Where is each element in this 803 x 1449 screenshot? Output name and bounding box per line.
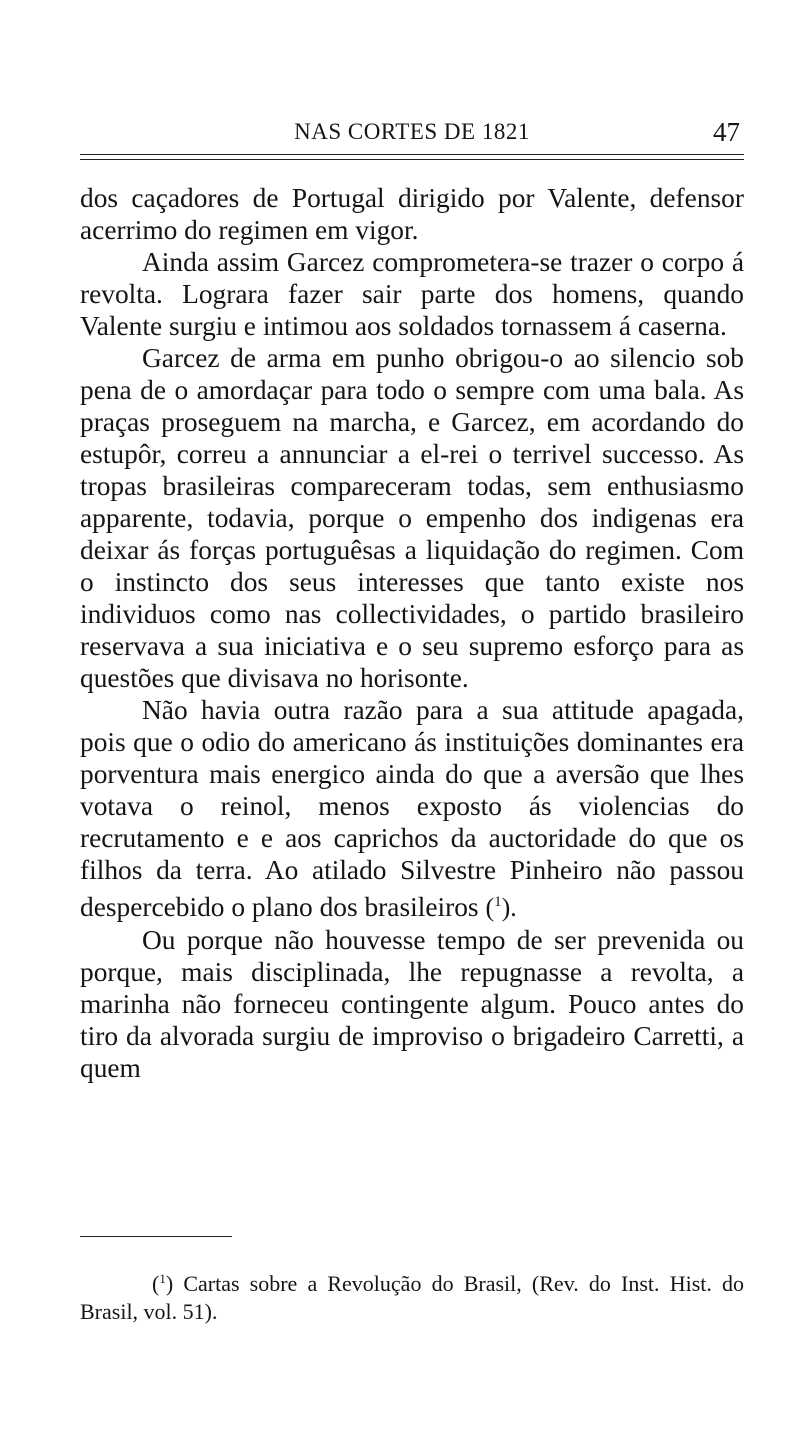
page-number: 47 xyxy=(713,117,740,147)
footnote xyxy=(80,1265,744,1326)
footnote-reference: ($^1$). xyxy=(485,893,517,922)
footnote-rule xyxy=(80,1236,232,1237)
header-rule-bottom xyxy=(80,159,744,160)
paragraph: Ainda assim Garcez comprometera-se trazer o corpo á revolta. Lograra fazer sair parte dos homens, quando Valente surgiu e intimou aos soldados tornassem á caserna. xyxy=(80,247,744,341)
paragraph xyxy=(80,694,744,924)
footnote-marker: ($^1$) xyxy=(152,1271,174,1296)
body-text xyxy=(80,182,744,1084)
header-rule-top xyxy=(80,154,744,155)
page-header xyxy=(80,112,744,152)
paragraph: Ou porque não houvesse tempo de ser prevenida ou porque, mais disciplinada, lhe repugnasse a revolta, a marinha não forneceu contingente algum. Pouco antes do tiro da alvorada surgiu de improviso o brigadeiro Carretti, a quem xyxy=(80,925,744,1083)
footnote-text: Cartas sobre a Revolução do Brasil, (Rev. do Inst. Hist. do Brasil, vol. 51). xyxy=(80,1271,745,1324)
paragraph: dos caçadores de Portugal dirigido por Valente, defensor acerrimo do regimen em vigor. xyxy=(80,183,744,245)
paragraph-text: Não havia outra razão para a sua attitude apagada, pois que o odio do americano ás instituições dominantes era porventura mais energico ainda do que a aversão que lhes votava o reinol, menos exposto ás violencias do recrutamento e e aos caprichos da auctoridade do que os filhos da terra. Ao atilado Silvestre Pinheiro não passou despercebido o plano dos brasileiros xyxy=(80,695,744,922)
paragraph: Garcez de arma em punho obrigou-o ao silencio sob pena de o amordaçar para todo o sempre com uma bala. As praças proseguem na marcha, e Garcez, em acordando do estupôr, correu a annunciar a el-rei o terrivel successo. As tropas brasileiras compareceram todas, sem enthusiasmo apparente, todavia, porque o empenho dos indigenas era deixar ás forças portuguêsas a liquidação do regimen. Com o instincto dos seus interesses que tanto existe nos individuos como nas collectividades, o partido brasileiro reservava a sua iniciativa e o seu supremo esforço para as questões que divisava no horisonte. xyxy=(80,343,744,693)
running-title: NAS CORTES DE 1821 xyxy=(294,119,530,144)
